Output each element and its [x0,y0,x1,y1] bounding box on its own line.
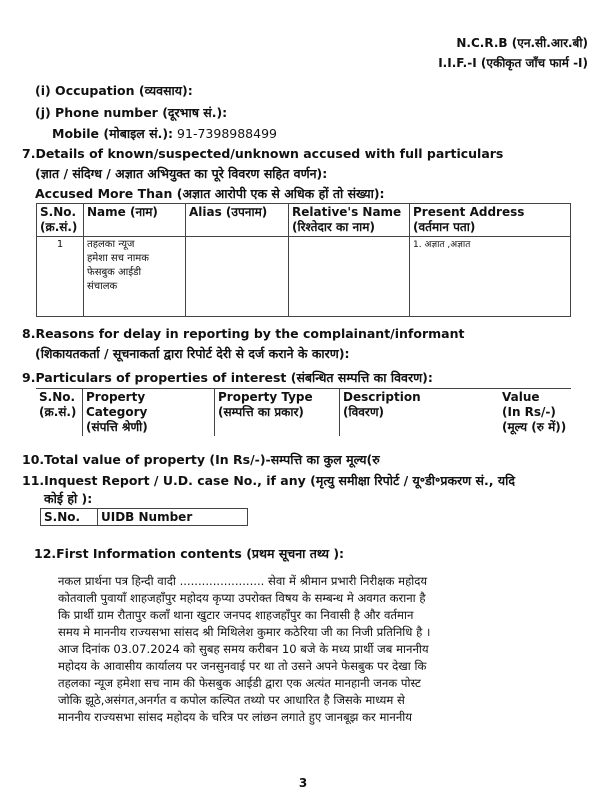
col-prop-value: Value (In Rs/-) (मूल्य (रु में)) [502,390,567,434]
form-header-ncrb: N.C.R.B (एन.सी.आर.बी) [456,36,588,50]
col-uidb-sno: S.No. [41,509,98,526]
fir-line: माननीय राज्यसभा सांसद महोदय के चरित्र पर लांछन लगाते हुए जानबूझ कर माननीय [58,710,412,724]
accused-table-header [37,204,571,237]
section7-title: 7.Details of known/suspected/unknown accused with full particulars [22,146,504,161]
col-prop-description: Description (विवरण) [340,389,497,437]
col-prop-type: Property Type (सम्पत्ति का प्रकार) [215,389,340,437]
mobile-value: 91-7398988499 [177,126,277,141]
col-relative-name: Relative's Name (रिश्तेदार का नाम) [289,204,410,237]
section11-title-line2: कोई हो ): [44,491,93,506]
section10-title: 10.Total value of property (In Rs/-)-सम्पत्ति का कुल मूल्य(रु [22,452,380,467]
fir-line: आज दिनांक 03.07.2024 को सुबह समय करीबन 10 बजे के मध्य प्रार्थी जब माननीय [58,642,429,656]
accused-more-than-label: Accused More Than (अज्ञात आरोपी एक से अधिक हों तो संख्या): [35,186,385,201]
table-row [37,237,571,317]
mobile-label: Mobile (मोबाइल सं.): [52,126,174,141]
cell-name: तहलका न्यूज हमेशा सच नामक फेसबुक आईडी संचालक [84,237,186,317]
fir-line: नकल प्रार्थना पत्र हिन्दी वादी ....................... सेवा में श्रीमान प्रभारी निरीक्षक महोदय [58,574,428,588]
section8-title: 8.Reasons for delay in reporting by the complainant/informant [22,326,465,341]
cell-address: 1. अज्ञात ,अज्ञात [410,237,571,317]
uidb-table-header [41,509,248,526]
section8-subtitle: (शिकायतकर्ता / सूचनाकर्ता द्वारा रिपोर्ट देरी से दर्ज कराने के कारण): [35,346,350,361]
section11-title-line1: 11.Inquest Report / U.D. case No., if any (मृत्यु समीक्षा रिपोर्ट / यू॰डी॰प्रकरण सं., यदि [22,473,515,488]
section12-title: 12.First Information contents (प्रथम सूचना तथ्य ): [34,546,345,561]
col-prop-sno: S.No. (क्र.सं.) [36,389,83,437]
col-alias: Alias (उपनाम) [186,204,289,237]
fir-line: समय मे माननीय राज्यसभा सांसद श्री मिथिलेश कुमार कठेरिया जी का निजी प्रतिनिधि है । [58,625,431,639]
fir-line: तहलका न्यूज हमेशा सच नाम की फेसबुक आईडी द्वारा एक अत्यंत मानहानी जनक पोस्ट [58,676,421,690]
form-header-iif: I.I.F.-I (एकीकृत जाँच फार्म -I) [438,56,588,70]
col-present-address: Present Address (वर्तमान पता) [410,204,571,237]
cell-relative [289,237,410,317]
col-name: Name (नाम) [84,204,186,237]
fir-line: कि प्रार्थी ग्राम रौतापुर कलाँ थाना खुटार जनपद शाहजहाँपुर का निवासी है और वर्तमान [58,608,414,622]
phone-number-label: (j) Phone number (दूरभाष सं.): [35,105,228,120]
fir-line: जोकि झूठे,असंगत,अनर्गत व कपोल कल्पित तथ्यो पर आधारित है जिसके माध्यम से [58,693,405,707]
section7-subtitle: (ज्ञात / संदिग्ध / अज्ञात अभियुक्त का पूरे विवरण सहित वर्णन): [35,166,328,181]
page-number: 3 [298,776,308,790]
accused-table [36,203,571,317]
cell-alias [186,237,289,317]
property-table [36,388,571,436]
mobile-line [52,125,277,142]
fir-line: महोदय के आवासीय कार्यालय पर जनसुनवाई पर था तो उसने अपने फेसबुक पर देखा कि [58,659,427,673]
first-information-contents [58,573,558,726]
col-prop-category: Property Category (संपत्ति श्रेणी) [86,390,148,434]
col-sno: S.No. (क्र.सं.) [37,204,84,237]
property-table-header [36,389,571,437]
fir-line: कोतवाली पुवायाँ शाहजहाँपुर महोदय कृप्या उपरोक्त विषय के सम्बन्ध मे अवगत कराना है [58,591,426,605]
cell-sno: 1 [37,237,84,317]
occupation-label: (i) Occupation (व्यवसाय): [35,83,193,98]
section9-title: 9.Particulars of properties of interest (संबन्धित सम्पत्ति का विवरण): [22,370,433,385]
uidb-table [40,508,248,526]
col-uidb-number: UIDB Number [98,509,248,526]
